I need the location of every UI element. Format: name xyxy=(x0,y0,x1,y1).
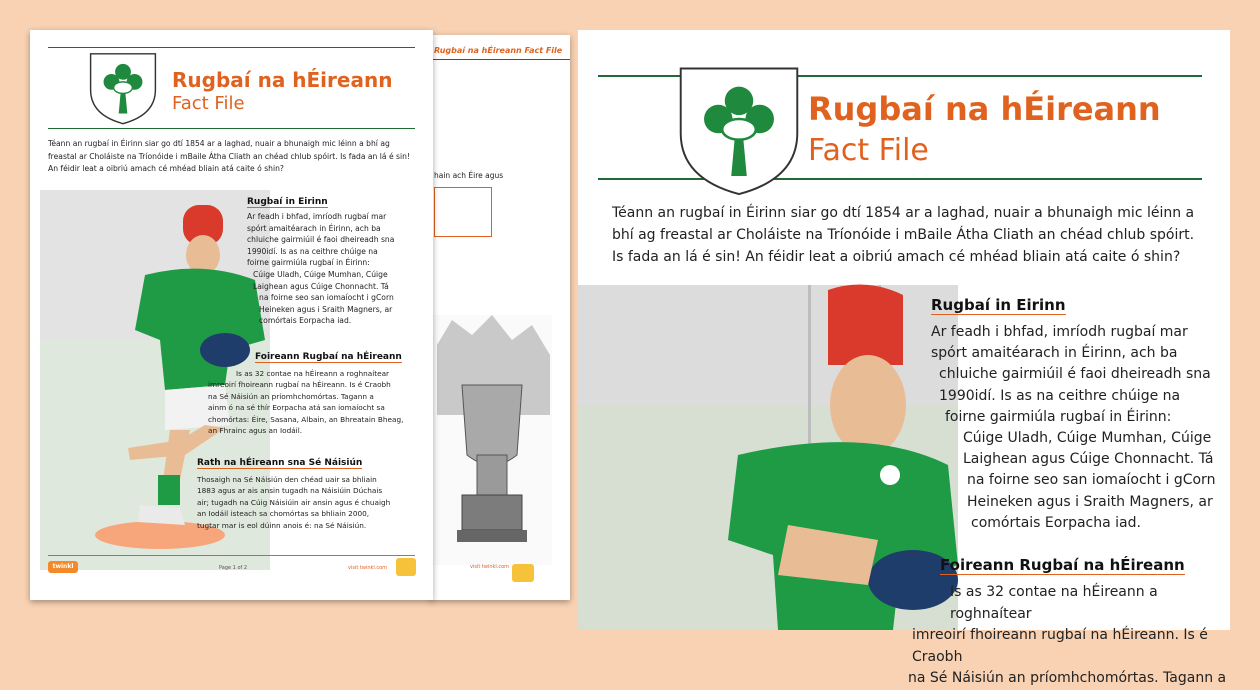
back-page-text-fragment: hain ach Éire agus xyxy=(434,171,504,180)
section-2-line: chomórtas: Éire, Sasana, Albain, an Bhreatain Bheag, xyxy=(208,414,404,424)
page-number: Page 1 of 2 xyxy=(219,565,248,571)
large-section-1-line: foirne gairmiúla rugbaí in Éirinn: xyxy=(945,408,1172,425)
section-1-line: Ar feadh i bhfad, imríodh rugbaí mar xyxy=(247,212,387,221)
back-page xyxy=(430,35,570,600)
section-1-line: comórtais Eorpacha iad. xyxy=(259,316,352,326)
large-section-1-line: 1990idí. Is as na ceithre chúige na xyxy=(939,387,1181,404)
large-intro-paragraph: Téann an rugbaí in Éirinn siar go dtí 1854 ar a laghad, nuair a bhunaigh mic léinn a bhí ag freastal ar Choláiste na Tríonóide i mBaile Átha Cliath an chéad chlub spóirt. Is fada an lá é sin! An féidir leat a oibriú amach cé mhéad bliain atá caite ó shin? xyxy=(612,205,1195,265)
section-1-line: Laighean agus Cúige Chonnacht. Tá xyxy=(253,281,389,291)
large-shamrock-shield-icon xyxy=(674,62,804,198)
section-3-line: air; tugadh na Cúig Náisiúin air ansin agus é chuaigh xyxy=(197,497,391,507)
section-3-line: 1883 agus ar ais ansin tugadh na Náisiúin Dúchais xyxy=(197,486,383,496)
section-1-line: foirne gairmiúla rugbaí in Éirinn: xyxy=(247,258,370,268)
twinkl-logo: twinkl xyxy=(48,561,78,573)
section-1-line: chluiche gairmiúil é faoi dheireadh sna xyxy=(247,235,395,245)
large-section-1-line: spórt amaitéarach in Éirinn, ach ba xyxy=(931,345,1178,362)
section-1-line: 1990idí. Is as na ceithre chúige na xyxy=(247,246,378,256)
large-section-1-line: Cúige Uladh, Cúige Mumhan, Cúige xyxy=(963,430,1212,447)
section-3-line: tugtar mar is eol dúinn anois é: na Sé Náisiún. xyxy=(197,520,367,530)
large-section-heading-1: Rugbaí in Eirinn xyxy=(931,296,1066,314)
section-3-line: Thosaigh na Sé Náisiún den chéad uair sa bhliain xyxy=(197,475,377,484)
large-page-title: Rugbaí na hÉireann xyxy=(808,90,1161,128)
small-page xyxy=(30,30,433,600)
section-1-line: na foirne seo san iomaíocht i gCorn xyxy=(259,293,394,303)
page-subtitle: Fact File xyxy=(172,93,245,114)
back-page-logo xyxy=(512,564,534,582)
large-rugby-player-illustration xyxy=(578,285,958,630)
footer-rule xyxy=(48,555,415,556)
section-2-line: an Fhrainc agus an Iodáil. xyxy=(208,426,303,436)
large-section-body-1 xyxy=(931,322,1231,534)
large-page xyxy=(578,30,1230,686)
footer-url: visit twinkl.com xyxy=(348,565,388,571)
large-section-body-2 xyxy=(908,582,1238,690)
large-section-1-line: Ar feadh i bhfad, imríodh rugbaí mar xyxy=(931,324,1188,340)
page-title: Rugbaí na hÉireann xyxy=(172,68,393,92)
section-body-3 xyxy=(197,474,429,531)
back-page-rule xyxy=(430,59,570,60)
large-section-2-line-partial: na Sé Náisiún an príomhchomórtas. Tagann a xyxy=(908,670,1227,686)
large-section-1-line: Heineken agus i Sraith Magners, ar xyxy=(967,493,1213,510)
large-section-1-line: chluiche gairmiúil é faoi dheireadh sna xyxy=(939,366,1211,383)
section-2-line: imreoirí fhoireann rugbaí na hÉireann. Is é Craobh xyxy=(208,380,391,390)
back-page-box xyxy=(434,187,492,237)
section-heading-2: Foireann Rugbaí na hÉireann xyxy=(255,352,402,362)
back-page-running-title: Rugbaí na hÉireann Fact File xyxy=(434,46,563,55)
top-rule xyxy=(48,47,415,48)
title-rule xyxy=(48,128,415,129)
large-section-1-line: na foirne seo san iomaíocht i gCorn xyxy=(967,472,1216,489)
section-body-1 xyxy=(247,211,407,327)
section-1-line: Heineken agus i Sraith Magners, ar xyxy=(259,304,393,314)
section-body-2 xyxy=(202,368,427,436)
section-1-line: Cúige Uladh, Cúige Mumhan, Cúige xyxy=(253,269,388,279)
trophy-illustration xyxy=(432,315,552,565)
section-2-line: ainm ó na sé thír Eorpacha atá san iomaíocht sa xyxy=(208,403,385,413)
large-section-2-line: Is as 32 contae na hÉireann a roghnaítear xyxy=(950,584,1158,622)
large-section-2-line: imreoirí fhoireann rugbaí na hÉireann. Is é Craobh xyxy=(912,627,1208,665)
section-heading-1: Rugbaí in Eirinn xyxy=(247,197,328,207)
section-3-line: an Iodáil isteach sa chomórtas sa bhliain 2000, xyxy=(197,509,370,519)
large-page-subtitle: Fact File xyxy=(808,133,929,168)
back-page-url: visit twinkl.com xyxy=(470,564,510,570)
large-section-1-line: Laighean agus Cúige Chonnacht. Tá xyxy=(963,451,1214,468)
section-heading-3: Rath na hÉireann sna Sé Náisiún xyxy=(197,458,363,468)
section-2-line: na Sé Náisiún an príomhchomórtas. Tagann a xyxy=(208,391,374,401)
shamrock-shield-icon xyxy=(87,50,159,126)
footer-badge-icon xyxy=(396,558,416,576)
intro-paragraph: Téann an rugbaí in Éirinn siar go dtí 1854 ar a laghad, nuair a bhunaigh mic léinn a bhí ag freastal ar Choláiste na Tríonóide i mBaile Átha Cliath an chéad chlub spóirt. Is fada an lá é sin! An féidir leat a oibriú amach cé mhéad bliain atá caite ó shin? xyxy=(48,139,410,173)
large-section-1-line: comórtais Eorpacha iad. xyxy=(971,514,1141,531)
section-1-line: spórt amaitéarach in Éirinn, ach ba xyxy=(247,223,381,233)
section-2-line: Is as 32 contae na hÉireann a roghnaítear xyxy=(236,369,390,378)
large-section-heading-2: Foireann Rugbaí na hÉireann xyxy=(940,556,1185,574)
